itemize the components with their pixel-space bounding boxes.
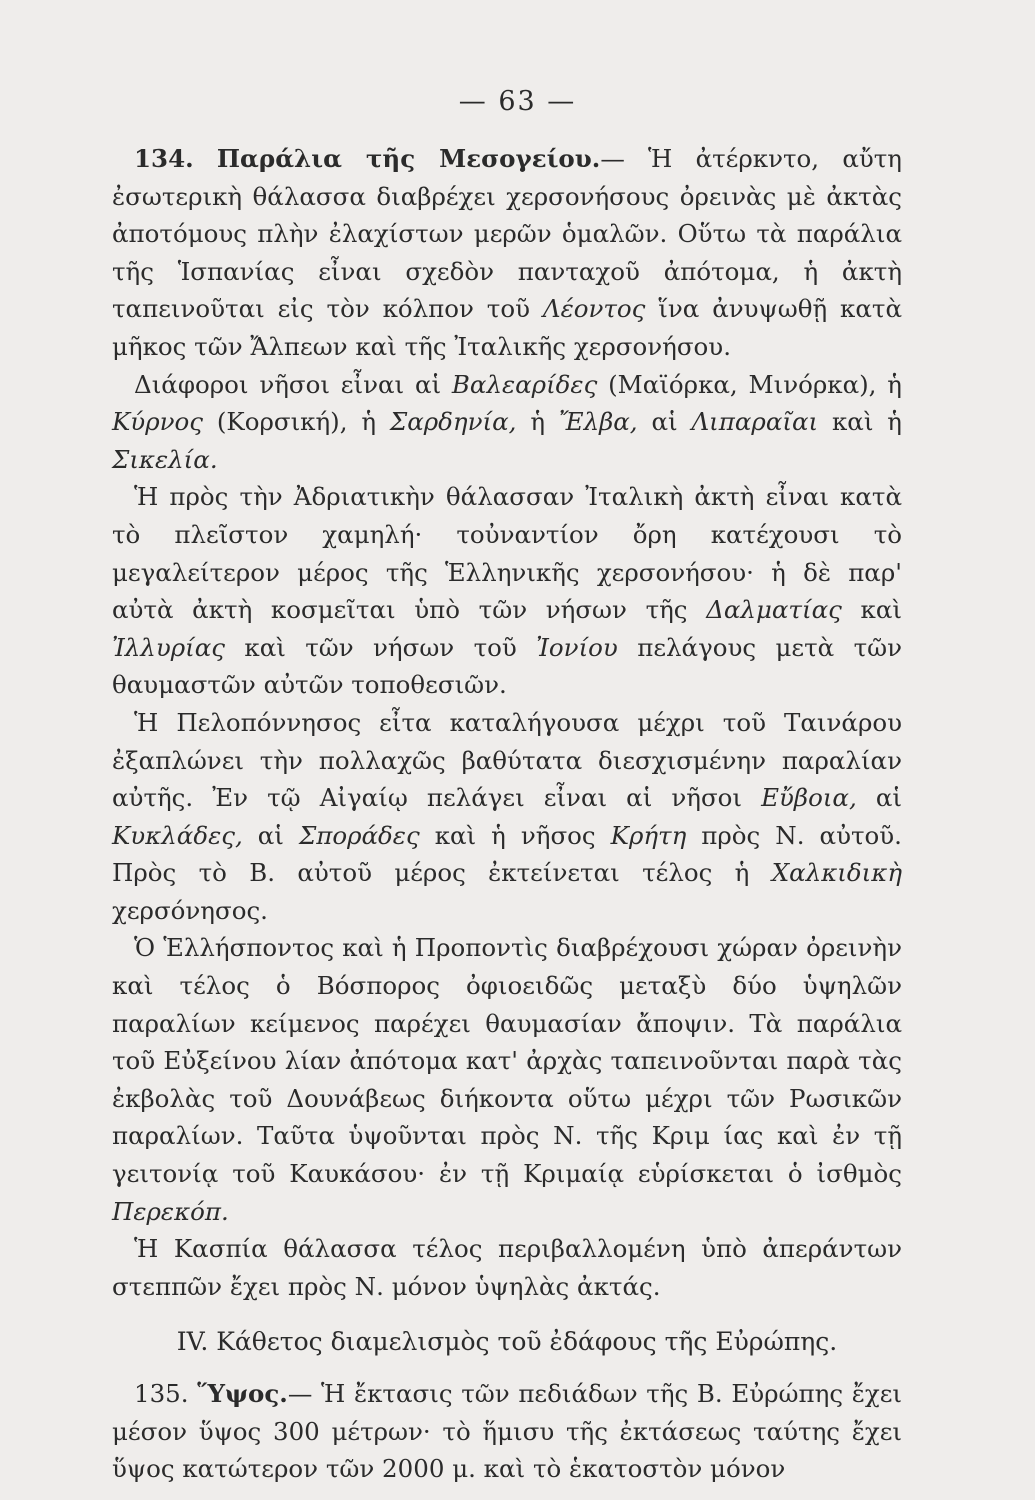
- place-name: Βαλεαρίδες: [451, 369, 598, 399]
- place-name: Περεκόπ.: [112, 1196, 229, 1226]
- chapter-heading: IV. Κάθετος διαμελισμὸς τοῦ ἐδάφους τῆς Εὐρώπης.: [176, 1327, 838, 1357]
- place-name: Κυκλάδες,: [112, 820, 243, 850]
- paragraph-peloponnese: Ἡ Πελοπόννησος εἶτα καταλήγουσα μέχρι τοῦ Ταινάρου ἐξαπλώνει τὴν πολλαχῶς βαθύτατα διεσχισμένην παραλίαν αὐτῆς. Ἐν τῷ Αἰγαίῳ πελάγει εἶναι αἱ νῆσοι Εὔβοια, αἱ Κυκλάδες, αἱ Σποράδες καὶ ἡ νῆσος Κρήτη πρὸς Ν. αὐτοῦ. Πρὸς τὸ Β. αὐτοῦ μέρος ἐκτείνεται τέλος ἡ Χαλκιδικὴ χερσόνησος.: [112, 707, 902, 925]
- place-name: Δαλματίας: [706, 595, 842, 625]
- section-title: Ὕψος.: [197, 1379, 288, 1408]
- paragraph-caspian: Ἡ Κασπία θάλασσα τέλος περιβαλλομένη ὑπὸ ἀπεράντων στεππῶν ἔχει πρὸς Ν. μόνον ὑψηλὰς ἀκτάς.: [112, 1234, 902, 1301]
- place-name: Σποράδες: [298, 820, 420, 850]
- place-name: Κύρνος: [112, 407, 203, 437]
- section-title: Παράλια τῆς Μεσογείου.: [216, 144, 601, 173]
- place-name: Εὔβοια,: [761, 783, 857, 813]
- place-name: Ἰονίου: [536, 632, 618, 662]
- section-number: 135.: [134, 1379, 189, 1408]
- paragraph-islands: Διάφοροι νῆσοι εἶναι αἱ Βαλεαρίδες (Μαϊόρκα, Μινόρκα), ἡ Κύρνος (Κορσική), ἡ Σαρδηνία, ἡ Ἔλβα, αἱ Λιπαραῖαι καὶ ἡ Σικελία.: [112, 369, 902, 474]
- page-number: — 63 —: [458, 86, 577, 117]
- paragraph-135: 135. Ὕψος.— Ἡ ἔκτασις τῶν πεδιάδων τῆς Β. Εὐρώπης ἔχει μέσον ὕψος 300 μέτρων· τὸ ἥμισυ τῆς ἐκτάσεως ταύτης ἔχει ὕψος κατώτερον τῶν 2000 μ. καὶ τὸ ἑκατοστὸν μόνον: [112, 1379, 902, 1484]
- place-name: Κρήτη: [610, 820, 687, 850]
- section-number: 134.: [134, 144, 194, 173]
- place-name: Λέοντος: [542, 294, 646, 324]
- paragraph-hellespont: Ὁ Ἑλλήσποντος καὶ ἡ Προποντὶς διαβρέχουσι χώραν ὀρεινὴν καὶ τέλος ὁ Βόσπορος ὀφιοειδῶς μεταξὺ δύο ὑψηλῶν παραλίων κείμενος παρέχει θαυμασίαν ἄποψιν. Τὰ παράλια τοῦ Εὐξείνου λίαν ἀπότομα κατ' ἀρχὰς ταπεινοῦνται παρὰ τὰς ἐκβολὰς τοῦ Δουνάβεως διήκοντα οὕτω μέχρι τῶν Ρωσικῶν παραλίων. Ταῦτα ὑψοῦνται πρὸς Ν. τῆς Κριμ ίας καὶ ἐν τῇ γειτονίᾳ τοῦ Καυκάσου· ἐν τῇ Κριμαίᾳ εὑρίσκεται ὁ ἰσθμὸς Περεκόπ.: [112, 933, 902, 1226]
- place-name: Ἔλβα,: [558, 407, 638, 437]
- place-name: Σικελία.: [112, 444, 218, 474]
- body-text: [112, 140, 902, 1488]
- place-name: Σαρδηνία,: [389, 407, 517, 437]
- paragraph-adriatic: Ἡ πρὸς τὴν Ἀδριατικὴν θάλασσαν Ἰταλικὴ ἀκτὴ εἶναι κατὰ τὸ πλεῖστον χαμηλή· τοὐναντίον ὄρη κατέχουσι τὸ μεγαλείτερον μέρος τῆς Ἑλληνικῆς χερσονήσου· ἡ δὲ παρ' αὐτὰ ἀκτὴ κοσμεῖται ὑπὸ τῶν νήσων τῆς Δαλματίας καὶ Ἰλλυρίας καὶ τῶν νήσων τοῦ Ἰονίου πελάγους μετὰ τῶν θαυμαστῶν αὐτῶν τοποθεσιῶν.: [112, 482, 903, 700]
- place-name: Ἰλλυρίας: [112, 632, 225, 662]
- paragraph-134-intro: 134. Παράλια τῆς Μεσογείου.— Ἡ ἀτέρκντο, αὔτη ἐσωτερικὴ θάλασσα διαβρέχει χερσονήσους ὀρεινὰς μὲ ἀκτὰς ἀποτόμους πλὴν ἐλαχίστων μερῶν ὁμαλῶν. Οὕτω τὰ παράλια τῆς Ἱσπανίας εἶναι σχεδὸν πανταχοῦ ἀπότομα, ἡ ἀκτὴ ταπεινοῦται εἰς τὸν κόλπον τοῦ Λέοντος ἵνα ἀνυψωθῇ κατὰ μῆκος τῶν Ἄλπεων καὶ τῆς Ἰταλικῆς χερσονήσου.: [112, 144, 903, 361]
- place-name: Λιπαραῖαι: [691, 407, 819, 437]
- place-name: Χαλκιδικὴ: [771, 858, 902, 888]
